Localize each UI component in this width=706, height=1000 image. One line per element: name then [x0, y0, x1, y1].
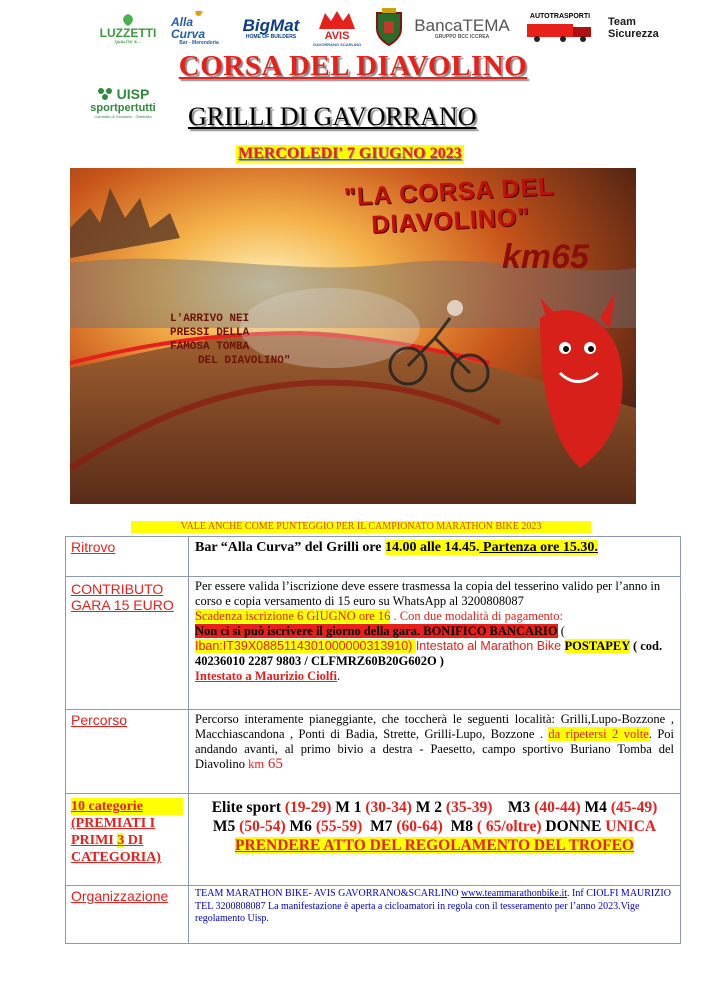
crest-icon	[374, 7, 404, 47]
categorie-label-part: 3	[117, 833, 125, 848]
category-age-range: ( 65/oltre)	[476, 818, 542, 835]
ritrovo-value	[189, 537, 681, 577]
rosi-logo	[520, 10, 600, 46]
organizzazione-text: . Inf CIOLFI MAURIZIO TEL 3200808087 La manifestazione è aperta a cicloamatori in regola con il tesseramento per l’anno 2023.Vige regolamento Uisp.	[195, 888, 671, 924]
category-name: M 2	[411, 799, 446, 816]
page-title: CORSA DEL DIAVOLINO	[178, 50, 528, 82]
category-age-range: (35-39)	[445, 799, 493, 816]
poster-km: km65	[502, 238, 589, 276]
ritrovo-text: Bar “Alla Curva” del Grilli ore	[195, 540, 386, 555]
poster-caption	[158, 312, 290, 368]
avis-sub: GAVORRANO SCARLINO	[312, 42, 362, 47]
category-name: M5	[212, 818, 240, 835]
contributo-label	[66, 577, 189, 710]
contributo-text: Per essere valida l’iscrizione deve essere trasmessa la copia del tesserino valido per l’anno in corso e copia versamento di 15 euro su WhatsApp al 3200808087	[195, 579, 661, 608]
category-age-range: (50-54)	[239, 818, 286, 835]
categorie-label-line	[71, 832, 183, 849]
percorso-label-text: Percorso	[71, 712, 128, 728]
alla-curva-logo	[171, 10, 227, 46]
organizzazione-label-text: Organizzazione	[71, 888, 169, 904]
bonifico-text: Non ci si può iscrivere il giorno della gara. BONIFICO BANCARIO	[195, 624, 558, 638]
bigmat-logo	[240, 10, 302, 46]
period: .	[337, 669, 341, 683]
avis-name: AVIS	[324, 30, 350, 42]
ritrovo-label-text: Ritrovo	[71, 539, 116, 555]
poster-caption-line: PRESSI DELLA	[170, 327, 250, 339]
category-name: M4	[580, 799, 611, 816]
luzzetti-name: LUZZETTI	[99, 25, 157, 40]
category-age-range: (45-49)	[610, 799, 658, 816]
uisp-name: UISP	[116, 86, 150, 102]
percorso-km-value: 65	[264, 756, 283, 772]
uisp-small: Comitato di Grosseto - Orbetello	[94, 114, 152, 119]
bancatema-logo	[414, 10, 510, 46]
percorso-text-2: . Poi andando avanti, al primo bivio a destra - Paesetto, campo sportivo Buriano Tomba del Diavolino	[195, 727, 674, 771]
poster-caption-line: FAMOSA TOMBA	[170, 341, 250, 353]
category-age-range: UNICA	[605, 818, 657, 835]
contributo-value	[189, 577, 681, 710]
categorie-line	[195, 817, 674, 836]
percorso-text: Percorso interamente pianeggiante, che toccherà le seguenti località: Grilli,Lupo-Bozzone , Macchiascandona , Ponti di Badia, Strette, Grilli-Lupo, Bozzone .	[195, 712, 674, 741]
category-name: DONNE	[541, 818, 606, 835]
categorie-label	[66, 794, 189, 886]
iban-text: Iban:IT39X0885114301000000313910)	[195, 639, 416, 653]
contributo-label-line: CONTRIBUTO	[71, 581, 164, 597]
category-age-range: (30-34)	[365, 799, 412, 816]
percorso-repeat: da ripetersi 2 volte	[548, 727, 649, 741]
postapey-code: ( cod. 40236010 2287 9803 / CLFMRZ60B20G602O )	[195, 639, 663, 668]
payment-intro: . Con due modalità di pagamento:	[390, 609, 563, 623]
luzzetti-logo	[97, 10, 159, 46]
category-age-range: (19-29)	[284, 799, 332, 816]
uisp-tagline: sportpertutti	[90, 102, 156, 114]
percorso-value	[189, 710, 681, 794]
category-name: M 1	[331, 799, 366, 816]
category-name: Elite sport	[211, 799, 285, 816]
rosi-header: AUTOTRASPORTI	[529, 13, 591, 20]
team-sicurezza-name: Team Sicurezza	[608, 16, 659, 40]
paren: (	[557, 624, 565, 638]
deadline-text: Scadenza iscrizione 6 GIUGNO ore 16	[195, 609, 391, 623]
contributo-label-line: GARA 15 EURO	[71, 597, 174, 613]
alla-curva-name: Alla Curva	[171, 15, 206, 41]
category-name: M7	[362, 818, 397, 835]
categorie-value	[189, 794, 681, 886]
page-subtitle: GRILLI DI GAVORRANO	[188, 102, 477, 131]
regolamento-note: PRENDERE ATTO DEL REGOLAMENTO DEL TROFEO	[235, 837, 634, 854]
percorso-km: km	[248, 757, 265, 771]
category-age-range: (40-44)	[534, 799, 581, 816]
intestato-text: Intestato al Marathon Bike	[415, 639, 565, 653]
intestato-ciolfi: Intestato a Maurizio Ciolfi	[195, 669, 337, 683]
website-link[interactable]: www.teammarathonbike.it	[461, 888, 568, 899]
ritrovo-label	[66, 537, 189, 577]
table-row	[66, 577, 681, 710]
championship-note: VALE ANCHE COME PUNTEGGIO PER IL CAMPIONATO MARATHON BIKE 2023	[131, 521, 591, 533]
poster-caption-line: L'ARRIVO NEI	[170, 313, 250, 325]
bigmat-name: BigMat	[242, 15, 300, 35]
municipal-crest-logo	[372, 6, 406, 48]
ritrovo-start: Partenza ore 15.30.	[479, 540, 598, 555]
uisp-dots-icon	[97, 87, 115, 101]
categorie-label-line: CATEGORIA)	[71, 850, 161, 865]
event-info-table	[65, 536, 681, 944]
postapey-label: POSTAPEY	[564, 639, 630, 653]
table-row	[66, 710, 681, 794]
categorie-label-line: 10 categorie	[71, 798, 183, 815]
category-name: M3	[492, 799, 535, 816]
avis-devil-icon	[313, 9, 361, 31]
bigmat-sub: HOME OF BUILDERS	[245, 33, 297, 40]
table-row	[66, 537, 681, 577]
organizzazione-label	[66, 886, 189, 944]
bancatema-name: BancaTEMA	[414, 15, 510, 35]
categorie-label-line: (PREMIATI I	[71, 816, 156, 831]
organizzazione-value	[189, 886, 681, 944]
category-name: M6	[285, 818, 316, 835]
poster-caption-line: DEL DIAVOLINO"	[198, 355, 291, 367]
organizzazione-team: TEAM MARATHON BIKE- AVIS GAVORRANO&SCARLINO	[195, 888, 462, 899]
uisp-logo	[90, 86, 156, 132]
percorso-label	[66, 710, 189, 794]
alla-curva-sub: Bar - Merenderia	[179, 40, 219, 46]
event-date: MERCOLEDI' 7 GIUGNO 2023	[238, 145, 462, 162]
categorie-line	[195, 836, 674, 855]
leaf-icon	[118, 13, 138, 27]
poster-headline: "LA CORSA DEL DIAVOLINO"	[343, 172, 556, 240]
categorie-label-part: DI	[124, 833, 144, 848]
table-row	[66, 886, 681, 944]
category-age-range: (55-59)	[315, 818, 363, 835]
team-sicurezza-logo	[608, 10, 670, 46]
table-row	[66, 794, 681, 886]
bancatema-sub: GRUPPO BCC ICCREA	[434, 33, 490, 40]
categorie-line	[195, 798, 674, 817]
ritrovo-time: 14.00 alle 14.45.	[385, 540, 480, 555]
truck-icon	[525, 21, 595, 43]
luzzetti-sub: QUALITA' & ...	[114, 38, 142, 44]
avis-logo	[303, 9, 371, 47]
event-poster	[70, 168, 636, 504]
categorie-label-part: PRIMI	[71, 833, 118, 848]
category-name: M8	[442, 818, 477, 835]
category-age-range: (60-64)	[396, 818, 443, 835]
